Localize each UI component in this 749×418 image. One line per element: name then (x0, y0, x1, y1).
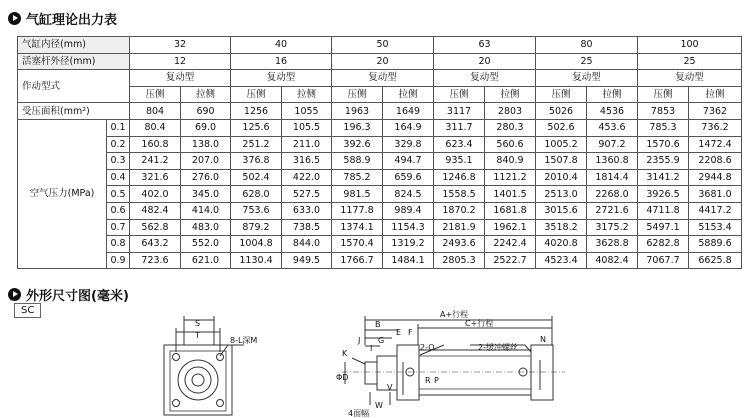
pressure-label: 空气压力(MPa) (18, 119, 107, 268)
rod-cell: 20 (332, 53, 434, 70)
section-title-dimensions-text: 外形尺寸图(毫米) (26, 289, 129, 304)
force-cell: 1374.1 (332, 219, 383, 236)
force-cell: 3926.5 (638, 186, 689, 203)
force-cell: 879.2 (231, 219, 282, 236)
force-cell: 164.9 (383, 119, 434, 136)
force-cell: 1507.8 (536, 153, 587, 170)
force-cell: 6625.8 (689, 252, 742, 269)
force-cell: 1766.7 (332, 252, 383, 269)
force-cell: 4523.4 (536, 252, 587, 269)
pressure-value: 0.3 (107, 153, 130, 170)
pressure-value: 0.9 (107, 252, 130, 269)
force-cell: 2181.9 (434, 219, 485, 236)
force-cell: 824.5 (383, 186, 434, 203)
push-cell: 压侧 (231, 86, 282, 103)
force-cell: 482.4 (130, 202, 181, 219)
label-2-o: 2-O (420, 343, 435, 352)
force-cell: 2721.6 (587, 202, 638, 219)
force-cell: 723.6 (130, 252, 181, 269)
action-cell: 复动型 (332, 70, 434, 87)
force-cell: 3681.0 (689, 186, 742, 203)
force-cell: 621.0 (181, 252, 231, 269)
area-cell: 3117 (434, 103, 485, 120)
force-cell: 736.2 (689, 119, 742, 136)
force-cell: 316.5 (282, 153, 332, 170)
force-cell: 80.4 (130, 119, 181, 136)
area-cell: 804 (130, 103, 181, 120)
rod-cell: 16 (231, 53, 332, 70)
pressure-value: 0.5 (107, 186, 130, 203)
force-cell: 738.5 (282, 219, 332, 236)
force-cell: 1360.8 (587, 153, 638, 170)
force-cell: 562.8 (130, 219, 181, 236)
force-cell: 453.6 (587, 119, 638, 136)
area-cell: 690 (181, 103, 231, 120)
force-cell: 251.2 (231, 136, 282, 153)
force-cell: 3175.2 (587, 219, 638, 236)
model-label: SC (14, 303, 41, 318)
bore-cell: 50 (332, 37, 434, 54)
label-phi-d: ΦD (336, 373, 349, 382)
force-cell: 2493.6 (434, 236, 485, 253)
force-cell: 494.7 (383, 153, 434, 170)
force-cell: 2010.4 (536, 169, 587, 186)
pull-cell: 拉侧 (587, 86, 638, 103)
force-cell: 1570.6 (638, 136, 689, 153)
force-cell: 502.6 (536, 119, 587, 136)
force-cell: 211.0 (282, 136, 332, 153)
label-j: J (358, 336, 361, 345)
area-label: 受压面积(mm²) (18, 103, 130, 120)
pull-cell: 拉侧 (383, 86, 434, 103)
action-cell: 复动型 (638, 70, 742, 87)
force-cell: 935.1 (434, 153, 485, 170)
force-cell: 560.6 (485, 136, 536, 153)
force-cell: 840.9 (485, 153, 536, 170)
force-cell: 2805.3 (434, 252, 485, 269)
force-cell: 1681.8 (485, 202, 536, 219)
force-cell: 1870.2 (434, 202, 485, 219)
label-e: E (396, 328, 402, 337)
pull-cell: 拉侧 (485, 86, 536, 103)
force-cell: 3628.8 (587, 236, 638, 253)
force-cell: 345.0 (181, 186, 231, 203)
force-cell: 1962.1 (485, 219, 536, 236)
force-cell: 207.0 (181, 153, 231, 170)
force-cell: 311.7 (434, 119, 485, 136)
label-cushion: 2-缓冲螺丝 (478, 343, 518, 352)
label-n: N (540, 335, 546, 344)
force-cell: 527.5 (282, 186, 332, 203)
label-c-stroke: C+行程 (465, 319, 494, 328)
bore-cell: 100 (638, 37, 742, 54)
force-cell: 989.4 (383, 202, 434, 219)
pressure-value: 0.4 (107, 169, 130, 186)
force-cell: 1814.4 (587, 169, 638, 186)
pressure-value: 0.8 (107, 236, 130, 253)
force-cell: 2944.8 (689, 169, 742, 186)
bore-cell: 40 (231, 37, 332, 54)
front-view (164, 316, 244, 415)
force-cell: 1121.2 (485, 169, 536, 186)
force-cell: 2522.7 (485, 252, 536, 269)
rod-cell: 25 (638, 53, 742, 70)
area-cell: 1256 (231, 103, 282, 120)
force-cell: 3141.2 (638, 169, 689, 186)
force-cell: 241.2 (130, 153, 181, 170)
force-cell: 1484.1 (383, 252, 434, 269)
section-title-force-text: 气缸理论出力表 (26, 13, 118, 28)
force-cell: 628.0 (231, 186, 282, 203)
force-cell: 844.0 (282, 236, 332, 253)
force-cell: 643.2 (130, 236, 181, 253)
force-cell: 1004.8 (231, 236, 282, 253)
force-cell: 1570.4 (332, 236, 383, 253)
force-cell: 160.8 (130, 136, 181, 153)
pressure-value: 0.6 (107, 202, 130, 219)
force-cell: 4020.8 (536, 236, 587, 253)
push-cell: 压侧 (332, 86, 383, 103)
pull-cell: 拉侧 (181, 86, 231, 103)
bore-cell: 80 (536, 37, 638, 54)
label-p: P (434, 376, 439, 385)
pressure-value: 0.2 (107, 136, 130, 153)
push-cell: 压侧 (638, 86, 689, 103)
rod-cell: 12 (130, 53, 231, 70)
force-cell: 125.6 (231, 119, 282, 136)
force-cell: 6282.8 (638, 236, 689, 253)
force-cell: 1154.3 (383, 219, 434, 236)
area-cell: 1055 (282, 103, 332, 120)
force-cell: 392.6 (332, 136, 383, 153)
area-cell: 5026 (536, 103, 587, 120)
force-cell: 5153.4 (689, 219, 742, 236)
rod-cell: 25 (536, 53, 638, 70)
area-cell: 1963 (332, 103, 383, 120)
force-cell: 3015.6 (536, 202, 587, 219)
force-cell: 1177.8 (332, 202, 383, 219)
side-view (342, 316, 565, 405)
force-cell: 69.0 (181, 119, 231, 136)
force-cell: 422.0 (282, 169, 332, 186)
action-cell: 复动型 (231, 70, 332, 87)
force-cell: 105.5 (282, 119, 332, 136)
area-cell: 7362 (689, 103, 742, 120)
force-cell: 2242.4 (485, 236, 536, 253)
label-r: R (425, 376, 431, 385)
push-cell: 压侧 (536, 86, 587, 103)
force-cell: 588.9 (332, 153, 383, 170)
rod-label: 活塞杆外径(mm) (18, 53, 130, 70)
force-cell: 552.0 (181, 236, 231, 253)
label-a-stroke: A+行程 (440, 310, 469, 319)
force-cell: 1558.5 (434, 186, 485, 203)
push-cell: 压侧 (434, 86, 485, 103)
force-cell: 623.4 (434, 136, 485, 153)
force-cell: 321.6 (130, 169, 181, 186)
label-v: V (387, 383, 393, 392)
label-f: F (408, 328, 413, 337)
force-cell: 402.0 (130, 186, 181, 203)
force-cell: 4417.2 (689, 202, 742, 219)
pressure-value: 0.1 (107, 119, 130, 136)
action-cell: 复动型 (130, 70, 231, 87)
force-cell: 981.5 (332, 186, 383, 203)
force-cell: 2208.6 (689, 153, 742, 170)
force-cell: 502.4 (231, 169, 282, 186)
force-cell: 659.6 (383, 169, 434, 186)
label-g: G (378, 336, 385, 345)
pull-cell: 拉侧 (689, 86, 742, 103)
pull-cell: 拉侧 (282, 86, 332, 103)
force-cell: 276.0 (181, 169, 231, 186)
force-cell: 2355.9 (638, 153, 689, 170)
label-i: I (370, 344, 373, 353)
force-cell: 483.0 (181, 219, 231, 236)
force-cell: 2268.0 (587, 186, 638, 203)
force-cell: 1130.4 (231, 252, 282, 269)
force-cell: 785.2 (332, 169, 383, 186)
label-b: B (375, 320, 381, 329)
force-cell: 414.0 (181, 202, 231, 219)
force-cell: 949.5 (282, 252, 332, 269)
force-cell: 196.3 (332, 119, 383, 136)
force-cell: 5497.1 (638, 219, 689, 236)
bore-cell: 63 (434, 37, 536, 54)
force-cell: 633.0 (282, 202, 332, 219)
force-cell: 785.3 (638, 119, 689, 136)
force-cell: 280.3 (485, 119, 536, 136)
bore-cell: 32 (130, 37, 231, 54)
force-cell: 4082.4 (587, 252, 638, 269)
area-cell: 2803 (485, 103, 536, 120)
push-cell: 压侧 (130, 86, 181, 103)
label-s: S (195, 319, 201, 328)
action-cell: 复动型 (434, 70, 536, 87)
force-cell: 753.6 (231, 202, 282, 219)
pressure-value: 0.7 (107, 219, 130, 236)
force-cell: 1472.4 (689, 136, 742, 153)
force-cell: 138.0 (181, 136, 231, 153)
area-cell: 1649 (383, 103, 434, 120)
action-cell: 复动型 (536, 70, 638, 87)
force-cell: 376.8 (231, 153, 282, 170)
force-cell: 907.2 (587, 136, 638, 153)
force-cell: 1246.8 (434, 169, 485, 186)
area-cell: 7853 (638, 103, 689, 120)
force-cell: 1319.2 (383, 236, 434, 253)
force-cell: 329.8 (383, 136, 434, 153)
force-cell: 2513.0 (536, 186, 587, 203)
label-w: W (375, 401, 383, 410)
force-cell: 4711.8 (638, 202, 689, 219)
label-holes: 8-L深M (230, 336, 258, 345)
force-cell: 7067.7 (638, 252, 689, 269)
force-cell: 3518.2 (536, 219, 587, 236)
label-4-faces: 4面幅 (348, 409, 370, 418)
label-k: K (342, 349, 348, 358)
force-cell: 5889.6 (689, 236, 742, 253)
label-t: T (195, 331, 200, 340)
bore-label: 气缸内径(mm) (18, 37, 130, 54)
area-cell: 4536 (587, 103, 638, 120)
action-label: 作动型式 (18, 70, 130, 103)
force-cell: 1005.2 (536, 136, 587, 153)
rod-cell: 20 (434, 53, 536, 70)
force-cell: 1401.5 (485, 186, 536, 203)
